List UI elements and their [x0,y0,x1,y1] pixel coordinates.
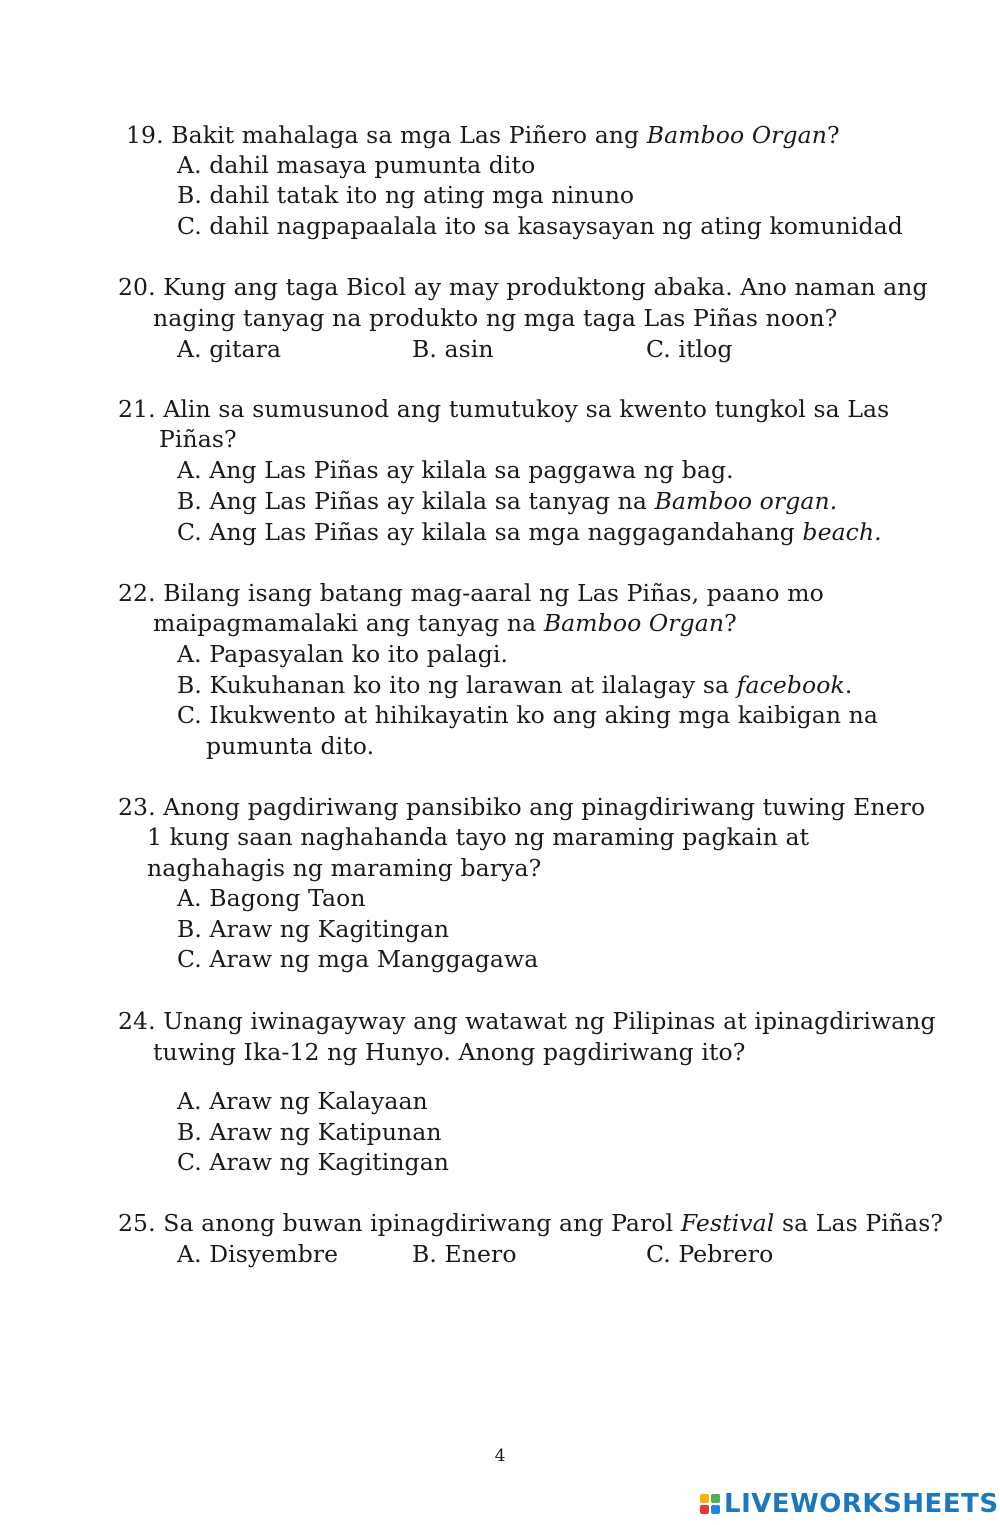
q22-stem-line1: 22. Bilang isang batang mag-aaral ng Las Piñas, paano mo [118,579,824,607]
q24-choice-b: B. Araw ng Katipunan [177,1118,442,1146]
q25-stem-end: sa Las Piñas? [774,1209,944,1237]
q19-stem-italic: Bamboo Organ [646,121,828,149]
q24-choice-c: C. Araw ng Kagitingan [177,1148,450,1176]
q21-stem-line1: 21. Alin sa sumusunod ang tumutukoy sa kwento tungkol sa Las [118,395,890,423]
q25-choice-c: C. Pebrero [646,1240,774,1268]
q19-stem-end: ? [827,121,840,149]
q22-stem-line2-end: ? [724,609,737,637]
mark-square-4 [711,1505,720,1514]
q22-choice-b-end: . [844,671,853,699]
q22-choice-b-text: B. Kukuhanan ko ito ng larawan at ilalagay sa [177,671,737,699]
q19-stem-text: 19. Bakit mahalaga sa mga Las Piñero ang [126,121,647,149]
q23-stem-line1: 23. Anong pagdiriwang pansibiko ang pinagdiriwang tuwing Enero [118,793,926,821]
q19-choice-b: B. dahil tatak ito ng ating mga ninuno [177,181,635,209]
q25-stem-text: 25. Sa anong buwan ipinagdiriwang ang Parol [118,1209,681,1237]
q21-choice-b [177,486,837,516]
q19-choice-c: C. dahil nagpapaalala ito sa kasaysayan ng ating komunidad [177,212,903,240]
q25-choice-b: B. Enero [412,1240,517,1268]
q25-stem [118,1208,943,1238]
q23-choice-c: C. Araw ng mga Manggagawa [177,945,539,973]
q21-stem-line2: Piñas? [159,425,237,453]
q22-stem-line2-text: maipagmamalaki ang tanyag na [153,609,544,637]
logo-text: LIVEWORKSHEETS [724,1489,999,1519]
q19-choice-a: A. dahil masaya pumunta dito [177,151,536,179]
q24-stem-line2: tuwing Ika-12 ng Hunyo. Anong pagdiriwang ito? [153,1038,746,1066]
q20-choice-b: B. asin [412,335,494,363]
q22-choice-b-italic: facebook [736,671,845,699]
q22-choice-c-line1: C. Ikukwento at hihikayatin ko ang aking mga kaibigan na [177,701,878,729]
q22-choice-b [177,670,852,700]
q22-choice-c-line2: pumunta dito. [206,732,375,760]
q24-choice-a: A. Araw ng Kalayaan [177,1087,428,1115]
q24-stem-line1: 24. Unang iwinagayway ang watawat ng Pilipinas at ipinagdiriwang [118,1007,936,1035]
q21-choice-b-text: B. Ang Las Piñas ay kilala sa tanyag na [177,487,655,515]
liveworksheets-mark-icon [700,1494,720,1514]
q25-choice-a: A. Disyembre [177,1240,339,1268]
q20-choice-a: A. gitara [177,335,282,363]
q22-stem-line2-italic: Bamboo Organ [543,609,725,637]
q20-stem-line2: naging tanyag na produkto ng mga taga Las Piñas noon? [153,304,838,332]
q20-stem-line1: 20. Kung ang taga Bicol ay may produktong abaka. Ano naman ang [118,273,928,301]
q25-stem-italic: Festival [680,1209,775,1237]
q20-choice-c: C. itlog [646,335,733,363]
q23-stem-line3: naghahagis ng maraming barya? [147,854,542,882]
q21-choice-c-italic: beach. [802,518,882,546]
mark-square-3 [700,1505,709,1514]
q23-stem-line2: 1 kung saan naghahanda tayo ng maraming pagkain at [147,823,810,851]
q21-choice-a: A. Ang Las Piñas ay kilala sa paggawa ng bag. [177,456,734,484]
q23-choice-a: A. Bagong Taon [177,884,366,912]
q23-choice-b: B. Araw ng Kagitingan [177,915,450,943]
q21-choice-c [177,517,882,547]
q21-choice-b-italic: Bamboo organ. [654,487,838,515]
page-number: 4 [494,1446,506,1466]
mark-square-2 [711,1494,720,1503]
liveworksheets-logo [700,1489,999,1519]
q21-choice-c-text: C. Ang Las Piñas ay kilala sa mga naggagandahang [177,518,803,546]
q22-choice-a: A. Papasyalan ko ito palagi. [177,640,509,668]
q22-stem-line2 [153,608,737,638]
q19-stem [126,120,840,150]
mark-square-1 [700,1494,709,1503]
